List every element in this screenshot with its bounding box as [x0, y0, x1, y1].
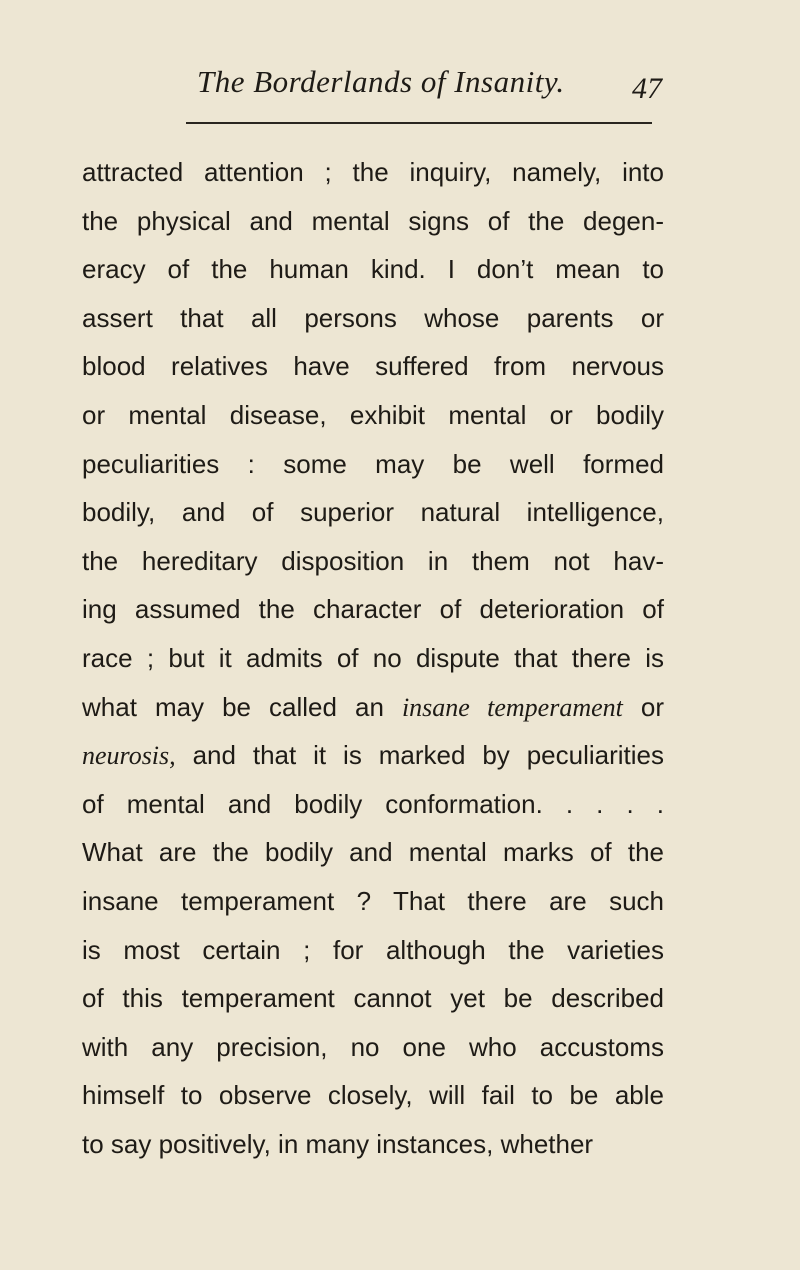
body-text: [82, 148, 664, 1168]
text-line: attracted attention ; the inquiry, namely, into: [82, 157, 664, 187]
text-line: the physical and mental signs of the degen-: [82, 205, 664, 236]
text-line: or mental disease, exhibit mental or bodily: [82, 399, 664, 430]
text-line: himself to observe closely, will fail to be able: [82, 1080, 664, 1111]
text-line: is most certain ; for although the varieties: [82, 934, 664, 965]
text-line: neurosis, and that it is marked by peculiarities: [82, 740, 664, 771]
text-line: insane temperament ? That there are such: [82, 885, 664, 916]
text-line: of this temperament cannot yet be described: [82, 983, 664, 1014]
text-line: eracy of the human kind. I don’t mean to: [82, 254, 664, 285]
page-number: 47: [632, 72, 662, 105]
italic-term: neurosis,: [82, 741, 176, 771]
text-line: peculiarities : some may be well formed: [82, 448, 664, 479]
running-title: The Borderlands of Insanity.: [197, 64, 565, 99]
text-line: ing assumed the character of deterioration of: [82, 594, 664, 625]
text-line: race ; but it admits of no dispute that there is: [82, 642, 664, 673]
text-line: to say positively, in many instances, whether: [82, 1128, 594, 1159]
header-rule: [186, 122, 652, 124]
text-line: with any precision, no one who accustoms: [82, 1031, 664, 1062]
text-line: what may be called an insane temperament or: [82, 691, 665, 722]
text-line: the hereditary disposition in them not hav-: [82, 545, 664, 576]
text-line: blood relatives have suffered from nervous: [82, 351, 664, 382]
text-line: assert that all persons whose parents or: [82, 302, 664, 333]
italic-term: insane temperament: [401, 692, 623, 722]
text-line: of mental and bodily conformation. . . . .: [82, 788, 664, 819]
text-line: What are the bodily and mental marks of the: [82, 837, 664, 868]
text-line: bodily, and of superior natural intelligence,: [82, 497, 664, 528]
running-head: [0, 58, 800, 108]
